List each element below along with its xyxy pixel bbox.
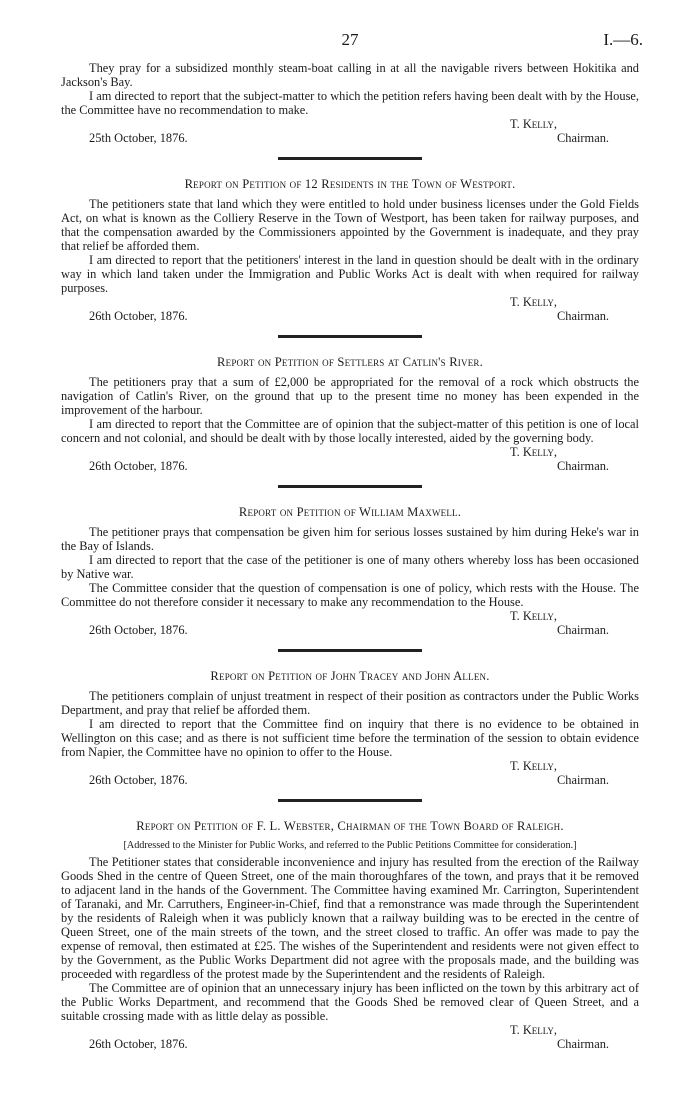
signature-block: [61, 117, 639, 145]
report-date: 26th October, 1876.: [89, 459, 188, 473]
signatory-name: T. Kelly,: [510, 445, 557, 459]
report-title: Report on Petition of John Tracey and John Allen.: [210, 669, 490, 683]
signatory-role: Chairman.: [557, 1037, 609, 1051]
page-number: 27: [341, 30, 359, 49]
report-title: Report on Petition of William Maxwell.: [238, 505, 462, 519]
report-westport: [61, 177, 639, 323]
report-date: 25th October, 1876.: [89, 131, 188, 145]
paragraph: The petitioners pray that a sum of £2,000 be appropriated for the removal of a rock which obstructs the navigation of Catlin's River, on the ground that up to the present time no money has been expended in the improvement of the harbour.: [61, 375, 639, 417]
signatory-name: T. Kelly,: [510, 117, 557, 131]
paragraph: I am directed to report that the Committee find on inquiry that there is no evidence to be obtained in Wellington on this case; and as there is not sufficient time before the termination of the session to obtain evidence from Napier, the Committee have no opinion to offer to the House.: [61, 717, 639, 759]
signature-block: [61, 609, 639, 637]
paragraph: The petitioner prays that compensation be given him for serious losses sustained by him during Heke's war in the Bay of Islands.: [61, 525, 639, 553]
document-body: [61, 61, 639, 1051]
signatory-role: Chairman.: [557, 309, 609, 323]
signature-block: [61, 1023, 639, 1051]
paragraph: The Petitioner states that considerable inconvenience and injury has resulted from the erection of the Railway Goods Shed in the centre of Queen Street, one of the main thoroughfares of the town, and prays that it be removed to adjacent land in the hands of the Government. The Committee having examined Mr. Carrington, Superintendent of Taranaki, and Mr. Carruthers, Engineer-in-Chief, find that a remonstrance was made through the Superintendent by the residents of Raleigh when it was publicly known that a railway building was to be erected in the centre of Queen Street, one of the main streets of the town, and the street closed to traffic. An offer was made to pay the expense of removal, then estimated at £25. The wishes of the Superintendent and residents were not given effect to by the Government, as the Public Works Department did not agree with the proposals made, and the building was proceeded with regardless of the protest made by the Superintendent and the residents of Raleigh.: [61, 855, 639, 981]
report-date: 26th October, 1876.: [89, 773, 188, 787]
page-header: [0, 30, 700, 52]
paragraph: I am directed to report that the case of the petitioner is one of many others whereby loss has been occasioned by Native war.: [61, 553, 639, 581]
signatory-role: Chairman.: [557, 773, 609, 787]
section-divider: [278, 157, 422, 160]
section-divider: [278, 799, 422, 802]
report-date: 26th October, 1876.: [89, 1037, 188, 1051]
paragraph: They pray for a subsidized monthly steam-boat calling in at all the navigable rivers between Hokitika and Jackson's Bay.: [61, 61, 639, 89]
report-date: 26th October, 1876.: [89, 309, 188, 323]
report-title: Report on Petition of F. L. Webster, Chairman of the Town Board of Raleigh.: [136, 819, 564, 833]
paper-code: I.—6.: [603, 30, 643, 49]
signatory-role: Chairman.: [557, 131, 609, 145]
signatory-name: T. Kelly,: [510, 295, 557, 309]
report-catlins-river: [61, 355, 639, 473]
signatory-name: T. Kelly,: [510, 759, 557, 773]
report-note: [Addressed to the Minister for Public Works, and referred to the Public Petitions Committee for consideration.]: [123, 840, 577, 851]
paragraph: The petitioners complain of unjust treatment in respect of their position as contractors under the Public Works Department, and pray that relief be afforded them.: [61, 689, 639, 717]
section-divider: [278, 649, 422, 652]
signatory-name: T. Kelly,: [510, 609, 557, 623]
report-continued: [61, 61, 639, 145]
signature-block: [61, 445, 639, 473]
report-title: Report on Petition of 12 Residents in the Town of Westport.: [184, 177, 516, 191]
signature-block: [61, 295, 639, 323]
report-maxwell: [61, 505, 639, 637]
report-tracey-allen: [61, 669, 639, 787]
signature-block: [61, 759, 639, 787]
paragraph: The Committee consider that the question of compensation is one of policy, which rests with the House. The Committee do not therefore consider it necessary to make any recommendation to the House.: [61, 581, 639, 609]
paragraph: I am directed to report that the Committee are of opinion that the subject-matter of this petition is one of local concern and not colonial, and should be dealt with by those locally interested, aided by the governing body.: [61, 417, 639, 445]
signatory-role: Chairman.: [557, 623, 609, 637]
paragraph: The Committee are of opinion that an unnecessary injury has been inflicted on the town by this arbitrary act of the Public Works Department, and recommend that the Goods Shed be removed clear of Queen Street, and a suitable crossing made with as little delay as possible.: [61, 981, 639, 1023]
section-divider: [278, 485, 422, 488]
signatory-role: Chairman.: [557, 459, 609, 473]
section-divider: [278, 335, 422, 338]
report-webster-raleigh: [61, 819, 639, 1051]
report-date: 26th October, 1876.: [89, 623, 188, 637]
paragraph: I am directed to report that the subject-matter to which the petition refers having been dealt with by the House, the Committee have no recommendation to make.: [61, 89, 639, 117]
paragraph: The petitioners state that land which they were entitled to hold under business licenses under the Gold Fields Act, on what is known as the Colliery Reserve in the Town of Westport, has been taken for railway purposes, and that the compensation awarded by the Commissioners appointed by the Government is inadequate, and they pray that relief be afforded them.: [61, 197, 639, 253]
paragraph: I am directed to report that the petitioners' interest in the land in question should be dealt with in the ordinary way in which land taken under the Immigration and Public Works Act is dealt with when required for railway purposes.: [61, 253, 639, 295]
report-title: Report on Petition of Settlers at Catlin's River.: [217, 355, 483, 369]
signatory-name: T. Kelly,: [510, 1023, 557, 1037]
